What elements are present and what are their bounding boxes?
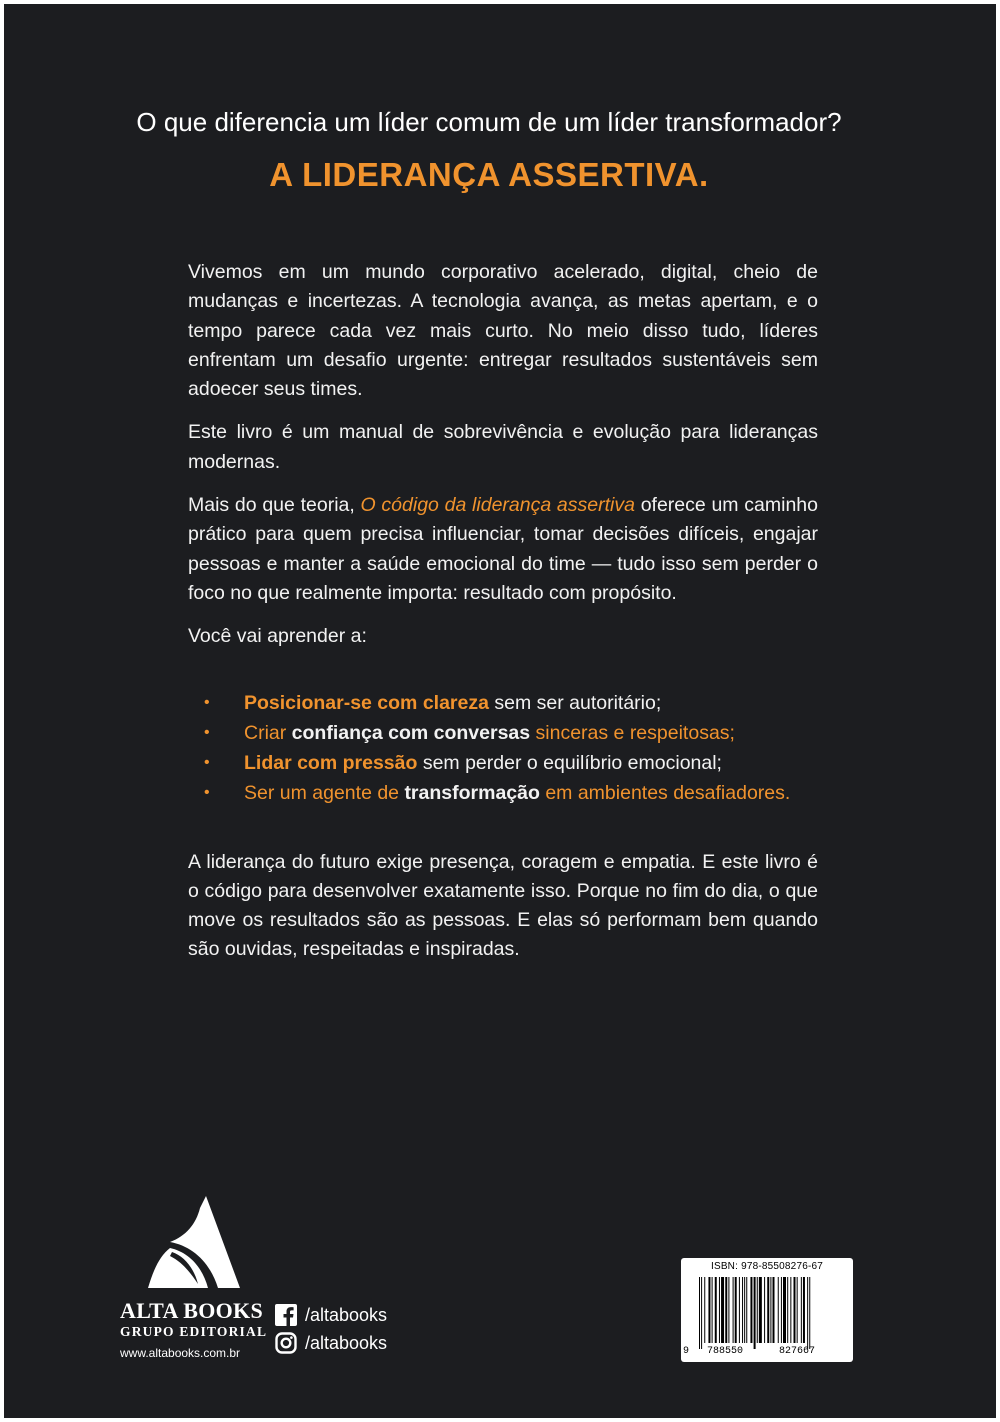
isbn-barcode	[681, 1258, 853, 1362]
book-title: O código da liderança assertiva	[360, 494, 635, 517]
paragraph-2: Este livro é um manual de sobrevivência e evolução para lideranças modernas.	[188, 421, 818, 473]
barcode-bar	[787, 1277, 788, 1343]
barcode-bar	[797, 1277, 798, 1343]
publisher-website[interactable]: www.altabooks.com.br	[120, 1346, 241, 1360]
barcode-bar	[728, 1277, 729, 1343]
barcode-bar	[715, 1277, 717, 1343]
list-item: • Lidar com pressão sem perder o equilíbrio emocional;	[244, 748, 818, 778]
barcode-bar	[739, 1277, 740, 1343]
barcode-bar	[704, 1277, 705, 1343]
instagram-link[interactable]	[275, 1330, 387, 1356]
barcode-bar	[744, 1277, 745, 1343]
barcode-bar	[759, 1277, 762, 1343]
cover-question: O que diferencia um líder comum de um líder transformador?	[136, 107, 842, 137]
paragraph-3	[188, 491, 818, 608]
barcode-bar	[699, 1277, 700, 1349]
instagram-handle: /altabooks	[305, 1332, 388, 1353]
barcode-bar	[778, 1277, 779, 1343]
barcode-bar	[803, 1277, 805, 1343]
publisher-name: ALTA BOOKS	[120, 1298, 264, 1323]
barcode-bar	[754, 1277, 756, 1349]
barcode-bar	[750, 1277, 752, 1343]
barcode-bar	[764, 1277, 765, 1343]
barcode-bar	[809, 1277, 810, 1349]
barcode-bar	[701, 1277, 702, 1349]
barcode-bar	[790, 1277, 791, 1343]
publisher-logo	[118, 1196, 268, 1366]
barcode-bar	[794, 1277, 796, 1343]
paragraph-4: A liderança do futuro exige presença, coragem e empatia. E este livro é o código para desenvolver exatamente isso. Porque no fim do dia, o que move os resultados são as pessoas. E elas só performam bem quando são ouvidas, respeitadas e inspiradas.	[188, 850, 818, 961]
cover-headline: A LIDERANÇA ASSERTIVA.	[269, 156, 709, 193]
facebook-handle: /altabooks	[305, 1304, 388, 1325]
paragraph-3-before: Mais do que teoria,	[188, 494, 361, 517]
barcode-digits-left: 788550	[707, 1346, 744, 1357]
barcode-bar	[757, 1277, 758, 1343]
bullet-dot-icon: •	[204, 753, 210, 771]
publisher-subtitle: GRUPO EDITORIAL	[120, 1324, 268, 1339]
barcode-bar	[801, 1277, 802, 1343]
bullet-dot-icon: •	[204, 693, 210, 711]
bullet-dot-icon: •	[204, 783, 210, 801]
facebook-link[interactable]	[275, 1302, 387, 1328]
list-item: • Criar confiança com conversas sinceras e respeitosas;	[244, 718, 818, 748]
back-cover	[4, 4, 996, 1418]
paragraph-1: Vivemos em um mundo corporativo acelerado, digital, cheio de mudanças e incertezas. A tecnologia avança, as metas apertam, e o tempo parece cada vez mais curto. No meio disso tudo, líderes enfrentam um desafio urgente: entregar resultados sustentáveis sem adoecer seus times.	[188, 261, 818, 401]
barcode-bar	[721, 1277, 724, 1343]
barcode-bar	[735, 1277, 737, 1343]
alta-books-mark-icon	[148, 1196, 240, 1292]
bullet-dot-icon: •	[204, 723, 210, 741]
barcode-bar	[767, 1277, 769, 1343]
barcode-bar	[725, 1277, 727, 1343]
barcode-digits-right: 827667	[779, 1346, 816, 1357]
barcode-bar	[708, 1277, 710, 1343]
barcode-bar	[773, 1277, 775, 1343]
barcode-bar	[783, 1277, 786, 1343]
barcode-bar	[712, 1277, 713, 1343]
barcode-bar	[807, 1277, 808, 1349]
synopsis	[188, 258, 818, 979]
barcode-bar	[733, 1277, 734, 1343]
list-item: • Ser um agente de transformação em ambientes desafiadores.	[244, 778, 818, 808]
barcode-bar	[781, 1277, 782, 1343]
instagram-icon	[275, 1332, 297, 1354]
list-item: • Posicionar-se com clareza sem ser autoritário;	[244, 688, 818, 718]
skills-list	[188, 688, 818, 808]
list-intro: Você vai aprender a:	[188, 625, 367, 648]
barcode-bar	[770, 1277, 771, 1343]
barcode-bar	[719, 1277, 720, 1343]
barcode-digit-first: 9	[683, 1346, 690, 1357]
facebook-icon	[275, 1304, 297, 1326]
barcode-bar	[742, 1277, 743, 1343]
barcode-bars	[687, 1275, 847, 1351]
isbn-label: ISBN: 978-85508276-67	[710, 1261, 824, 1272]
barcode-bar	[746, 1277, 747, 1343]
paragraph-3-after: oferece um caminho prático para quem precisa influenciar, tomar decisões difíceis, engajar pessoas e manter a saúde emocional do time — tudo isso sem perder o foco no que realmente importa: resultado com propósito.	[188, 494, 818, 604]
